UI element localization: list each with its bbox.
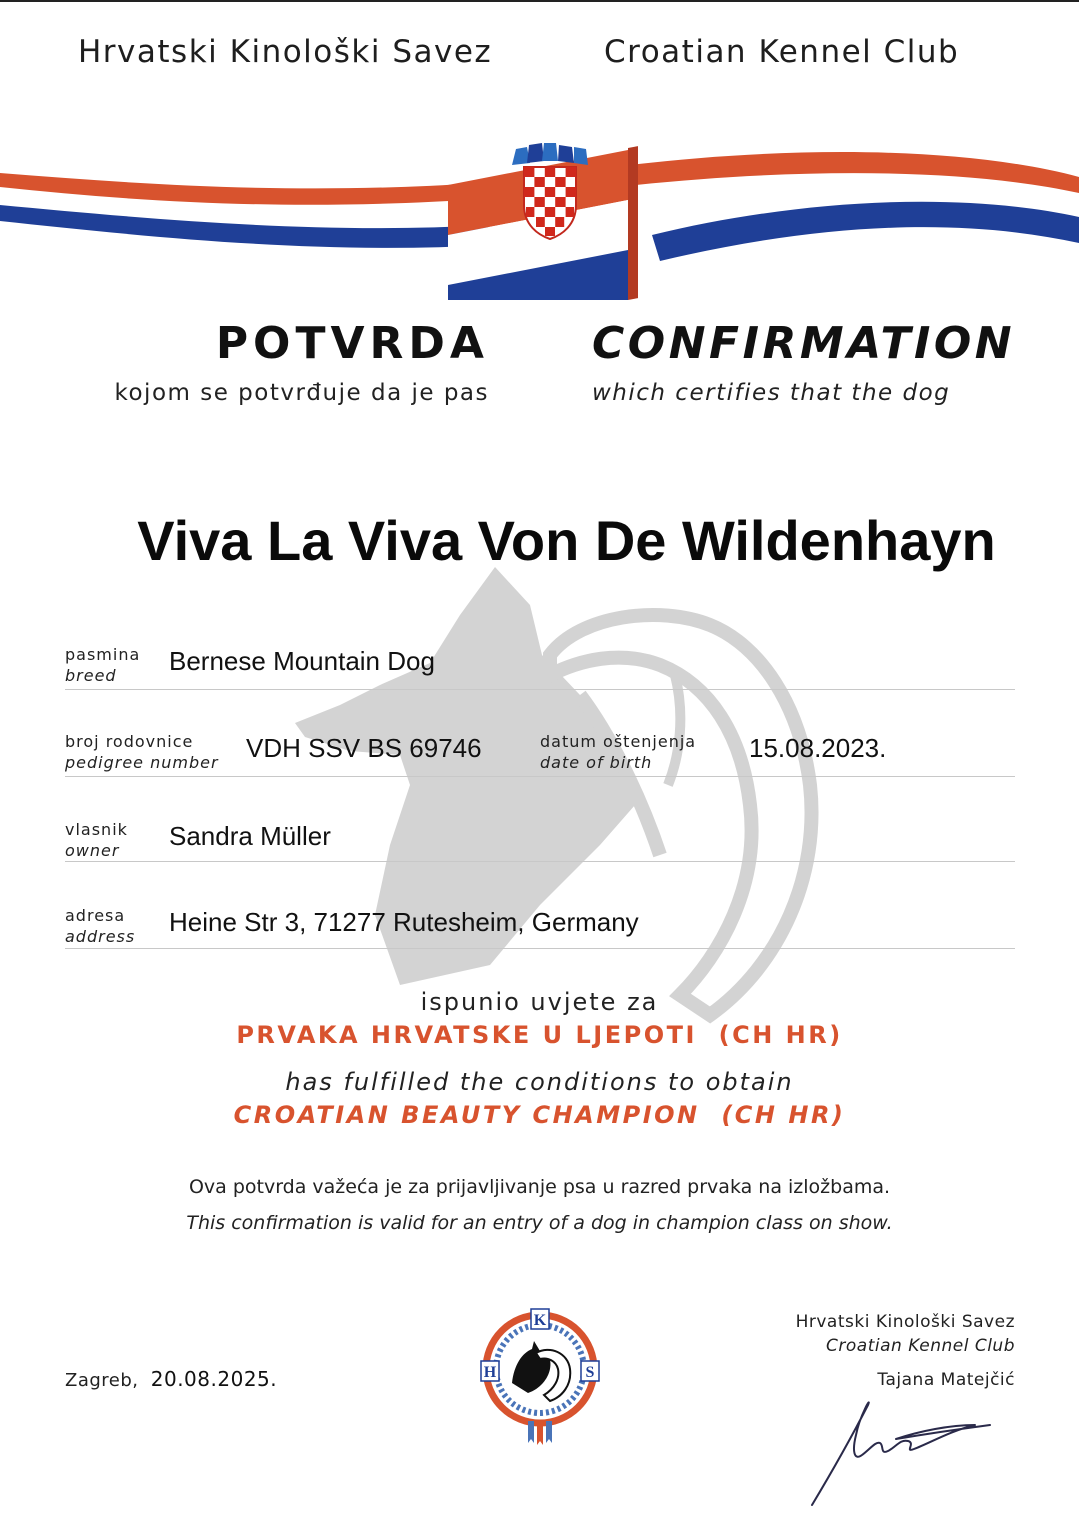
handwritten-signature xyxy=(800,1385,1010,1510)
address-value: Heine Str 3, 71277 Rutesheim, Germany xyxy=(169,907,639,937)
owner-label-hr: vlasnik xyxy=(65,820,128,839)
dog-name: Viva La Viva Von De Wildenhayn xyxy=(137,509,996,572)
issue-date: 20.08.2025. xyxy=(150,1367,278,1391)
title-english: CONFIRMATION xyxy=(592,318,1016,369)
birth-label-hr: datum oštenjenja xyxy=(540,732,697,751)
issue-place: Zagreb, xyxy=(65,1370,139,1391)
signatory-name: Tajana Matejčić xyxy=(877,1370,1015,1390)
hks-logo xyxy=(478,1305,602,1450)
pedigree-value: VDH SSV BS 69746 xyxy=(246,733,482,763)
birth-label-en: date of birth xyxy=(540,753,653,772)
conditions-text-hr: ispunio uvjete za xyxy=(420,988,659,1016)
validity-note-en: This confirmation is valid for an entry of a dog in champion class on show. xyxy=(186,1212,893,1234)
pedigree-label xyxy=(65,731,219,773)
owner-label-en: owner xyxy=(65,841,120,860)
signatory-org-en: Croatian Kennel Club xyxy=(826,1336,1015,1356)
croatian-flag-ribbon xyxy=(0,85,1079,300)
address-label xyxy=(65,905,135,947)
row-divider xyxy=(65,948,1015,949)
issue-place-date xyxy=(65,1367,277,1391)
row-divider xyxy=(65,776,1015,777)
title-croatian: POTVRDA xyxy=(215,318,489,369)
breed-label-hr: pasmina xyxy=(65,645,141,664)
org-name-english: Croatian Kennel Club xyxy=(604,34,960,70)
org-name-croatian: Hrvatski Kinološki Savez xyxy=(78,34,493,70)
owner-value: Sandra Müller xyxy=(169,821,331,851)
birth-value: 15.08.2023. xyxy=(749,733,887,763)
birth-label xyxy=(540,731,696,773)
breed-label xyxy=(65,644,140,686)
subtitle-croatian: kojom se potvrđuje da je pas xyxy=(114,380,489,406)
svg-text:S: S xyxy=(585,1364,595,1381)
pedigree-label-en: pedigree number xyxy=(65,753,219,772)
signatory-org-hr: Hrvatski Kinološki Savez xyxy=(795,1312,1015,1332)
owner-label xyxy=(65,819,128,861)
pedigree-label-hr: broj rodovnice xyxy=(65,732,194,751)
address-label-en: address xyxy=(65,927,136,946)
champion-title-en: CROATIAN BEAUTY CHAMPION (CH HR) xyxy=(233,1101,846,1129)
svg-text:K: K xyxy=(533,1312,547,1329)
breed-label-en: breed xyxy=(65,666,117,685)
champion-title-hr: PRVAKA HRVATSKE U LJEPOTI (CH HR) xyxy=(236,1021,843,1049)
top-border xyxy=(0,0,1079,2)
row-divider xyxy=(65,689,1015,690)
svg-text:H: H xyxy=(483,1364,497,1381)
subtitle-english: which certifies that the dog xyxy=(592,380,951,406)
validity-note-hr: Ova potvrda važeća je za prijavljivanje psa u razred prvaka na izložbama. xyxy=(188,1176,891,1198)
dog-heads-watermark xyxy=(280,555,840,1025)
address-label-hr: adresa xyxy=(65,906,126,925)
conditions-text-en: has fulfilled the conditions to obtain xyxy=(285,1068,794,1096)
breed-value: Bernese Mountain Dog xyxy=(169,646,435,676)
row-divider xyxy=(65,861,1015,862)
